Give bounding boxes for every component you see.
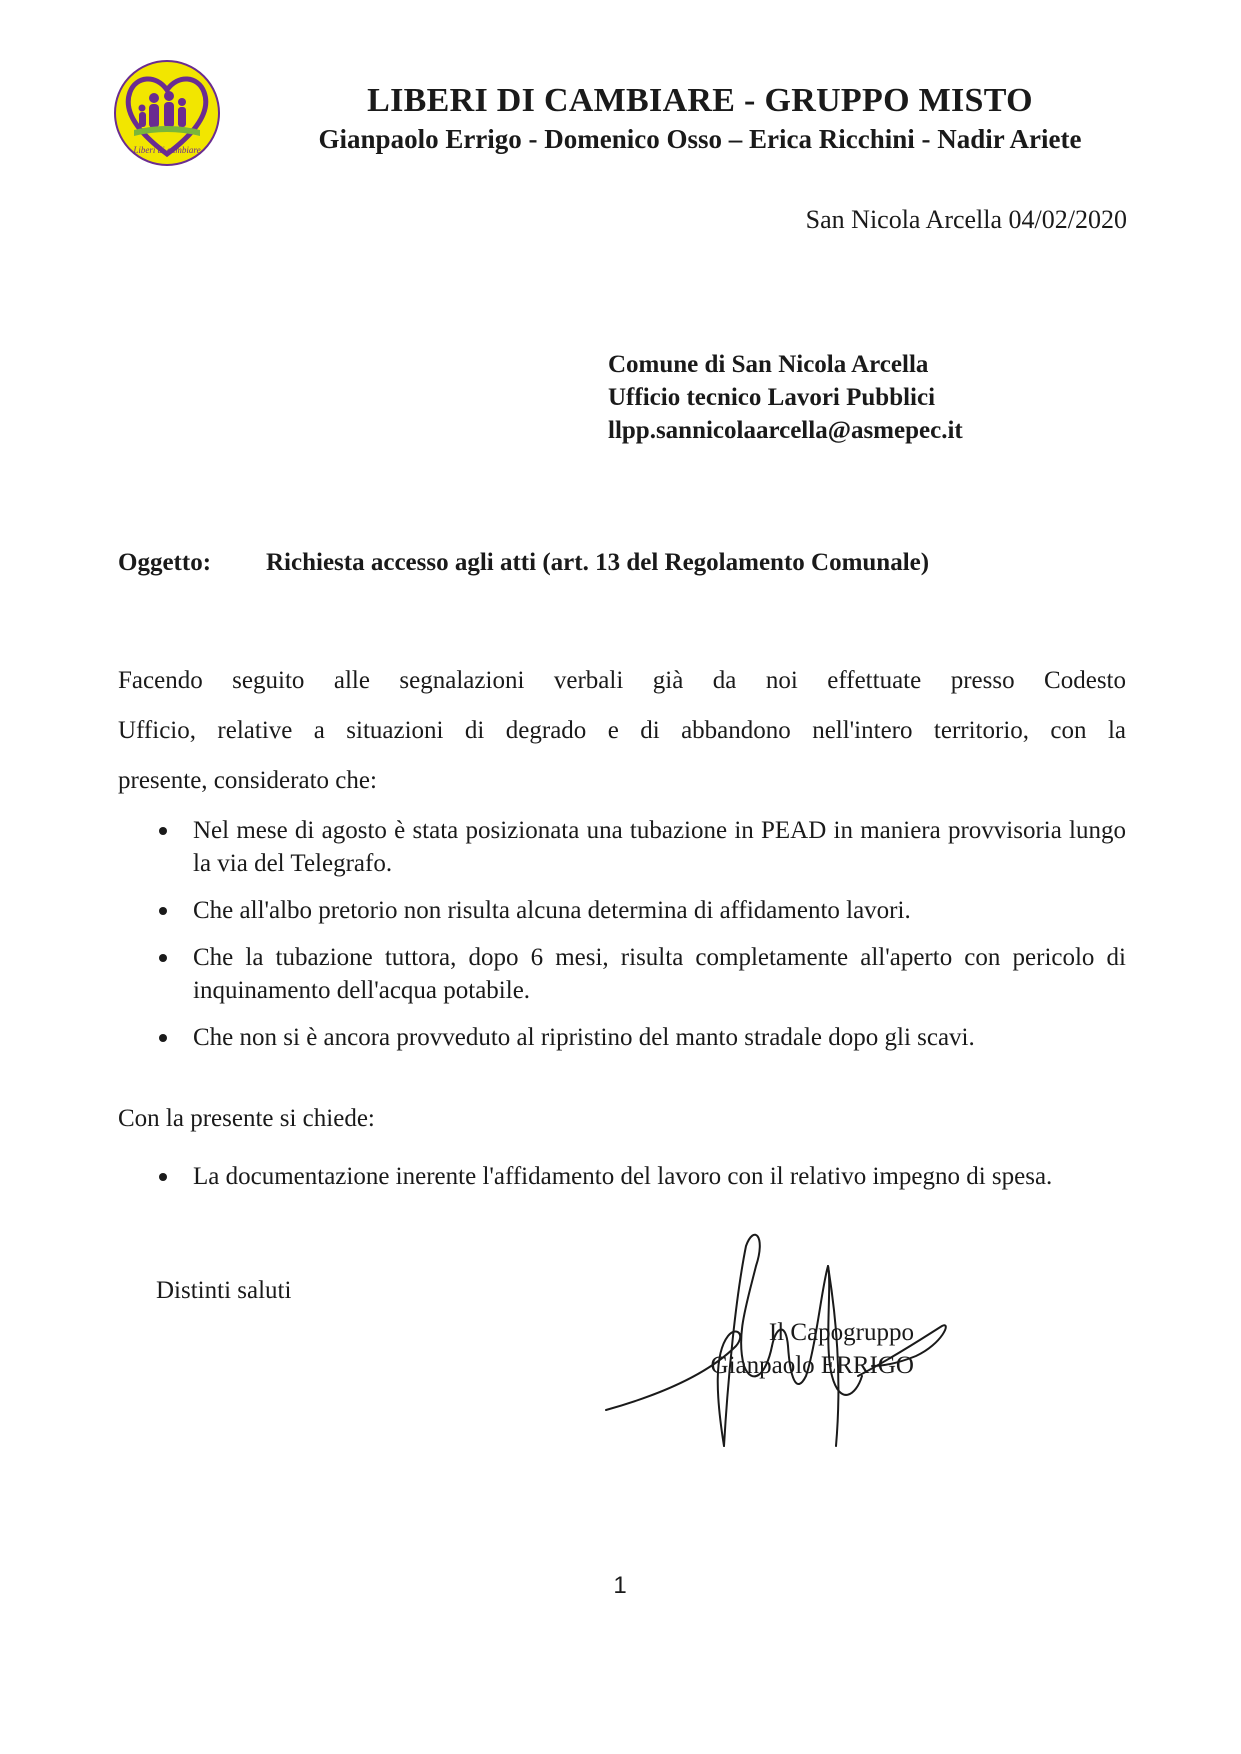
list-item: [155, 1160, 1126, 1193]
signatory-role: Il Capogruppo: [768, 1319, 914, 1346]
letter-date: San Nicola Arcella 04/02/2020: [805, 205, 1127, 234]
recipient-line-1: Comune di San Nicola Arcella: [608, 351, 929, 378]
intro-paragraph: [118, 656, 1126, 806]
bullet-icon: [159, 827, 167, 835]
recipient-email: llpp.sannicolaarcella@asmepec.it: [608, 417, 963, 444]
bullet-icon: [159, 1173, 167, 1181]
list-item-text: Che all'albo pretorio non risulta alcuna determina di affidamento lavori.: [193, 897, 911, 924]
list-item-text: La documentazione inerente l'affidamento del lavoro con il relativo impegno di spesa.: [193, 1163, 1053, 1190]
list-item: [155, 1021, 1126, 1054]
closing-salutation: Distinti saluti: [156, 1277, 292, 1304]
bullet-icon: [159, 907, 167, 915]
subject-line: [118, 549, 929, 577]
requests-list: [155, 1160, 1126, 1193]
page-number: 1: [613, 1572, 627, 1599]
subject-text: Richiesta accesso agli atti (art. 13 del Regolamento Comunale): [266, 549, 930, 576]
intro-line-3: presente, considerato che:: [118, 767, 377, 794]
recipient-line-2: Ufficio tecnico Lavori Pubblici: [608, 384, 936, 411]
bullet-icon: [159, 954, 167, 962]
signatory-name: Gianpaolo ERRIGO: [710, 1352, 914, 1379]
logo-text: Liberi di cambiare: [133, 145, 201, 155]
list-item-text: Che non si è ancora provveduto al ripristino del manto stradale dopo gli scavi.: [193, 1024, 975, 1051]
considerations-list: [155, 814, 1126, 1068]
list-item: [155, 814, 1126, 880]
list-item: [155, 894, 1126, 927]
subject-label: Oggetto:: [118, 549, 212, 576]
intro-line-1: Facendo seguito alle segnalazioni verbali già da noi effettuate presso Codesto: [118, 667, 1126, 694]
request-intro: Con la presente si chiede:: [118, 1105, 375, 1132]
members-subheading: Gianpaolo Errigo - Domenico Osso – Erica Ricchini - Nadir Ariete: [318, 124, 1082, 154]
list-item: [155, 941, 1126, 1007]
party-logo: [112, 58, 222, 168]
intro-line-2: Ufficio, relative a situazioni di degrado e di abbandono nell'intero territorio, con la: [118, 717, 1126, 744]
party-name-heading: LIBERI DI CAMBIARE - GRUPPO MISTO: [367, 82, 1033, 119]
list-item-text: Nel mese di agosto è stata posizionata una tubazione in PEAD in maniera provvisoria lungo la via del Telegrafo.: [193, 817, 1126, 877]
bullet-icon: [159, 1034, 167, 1042]
recipient-address: [608, 348, 963, 447]
list-item-text: Che la tubazione tuttora, dopo 6 mesi, risulta completamente all'aperto con pericolo di inquinamento dell'acqua potabile.: [193, 944, 1126, 1004]
signature-block: [682, 1316, 914, 1382]
